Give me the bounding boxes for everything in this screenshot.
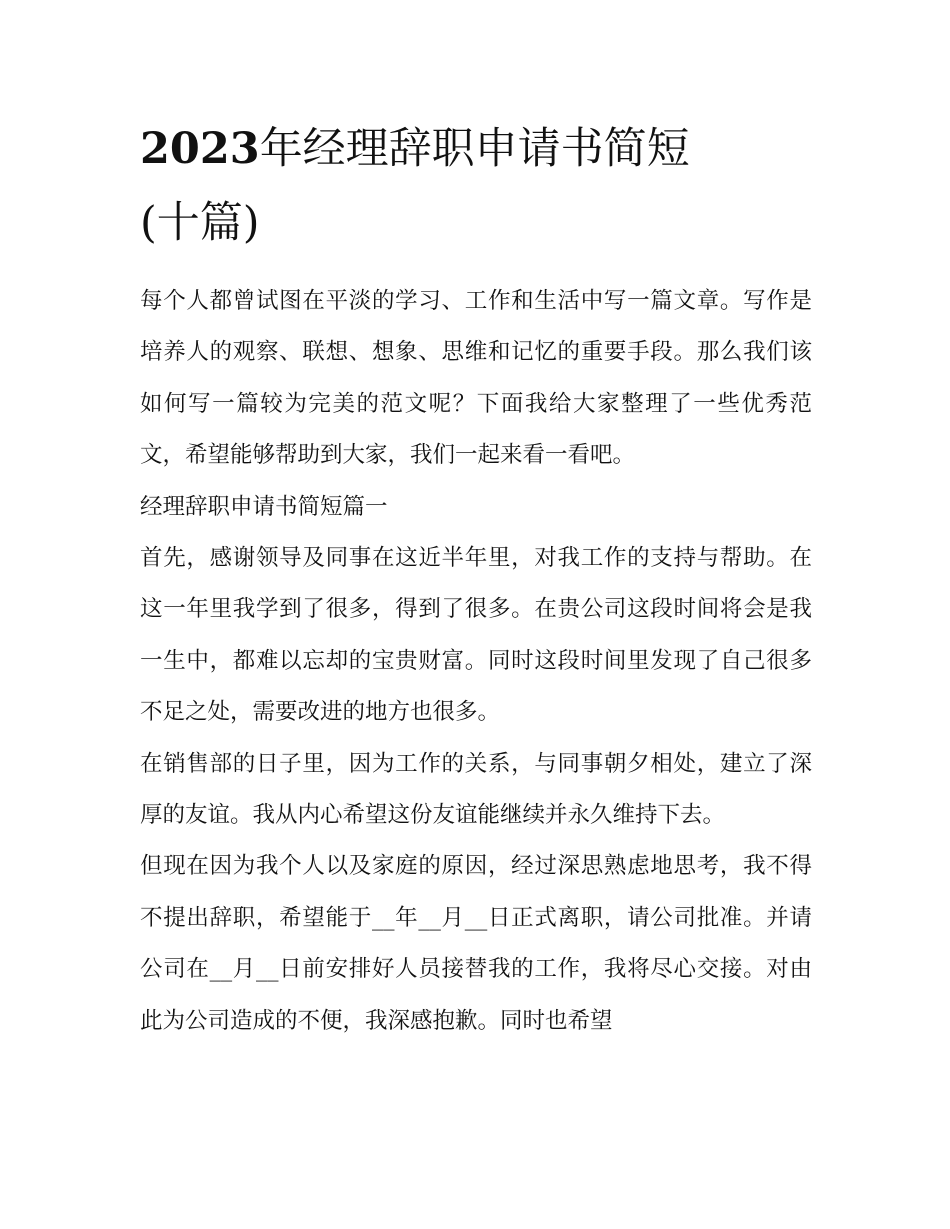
body-paragraph: 首先，感谢领导及同事在这近半年里，对我工作的支持与帮助。在这一年里我学到了很多，得到了很多。在贵公司这段时间将会是我一生中，都难以忘却的宝贵财富。同时这段时间里发现了自己很多不足之处，需要改进的地方也很多。 — [140, 545, 812, 726]
body-paragraph: 但现在因为我个人以及家庭的原因，经过深思熟虑地思考，我不得不提出辞职，希望能于__年__月__日正式离职，请公司批准。并请公司在__月__日前安排好人员接替我的工作，我将尽心交接。对由此为公司造成的不便，我深感抱歉。同时也希望 — [140, 853, 812, 1034]
title-text: 年经理辞职申请书简短 — [259, 124, 690, 174]
title-subtitle: (十篇) — [140, 198, 260, 248]
document-title — [140, 112, 820, 260]
body-paragraph: 在销售部的日子里，因为工作的关系，与同事朝夕相处，建立了深厚的友谊。我从内心希望这份友谊能继续并永久维持下去。 — [140, 750, 812, 829]
document-body — [140, 276, 812, 1047]
section-heading: 经理辞职申请书简短篇一 — [140, 493, 388, 520]
title-year: 2023 — [140, 124, 260, 174]
intro-paragraph: 每个人都曾试图在平淡的学习、工作和生活中写一篇文章。写作是培养人的观察、联想、想象、思维和记忆的重要手段。那么我们该如何写一篇较为完美的范文呢？下面我给大家整理了一些优秀范文，希望能够帮助到大家，我们一起来看一看吧。 — [140, 288, 812, 469]
